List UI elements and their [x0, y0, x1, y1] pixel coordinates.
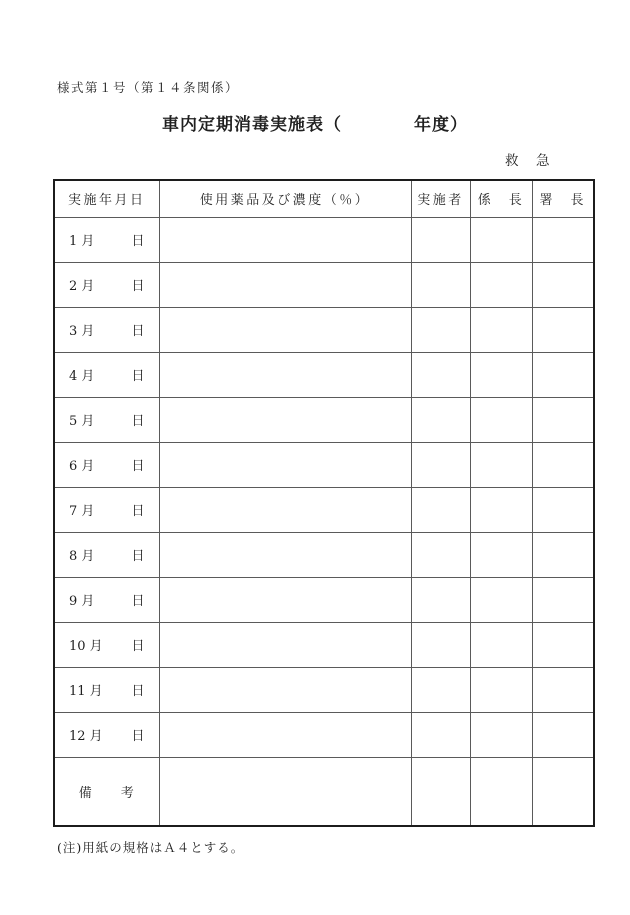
- section-chief-cell: [470, 757, 532, 826]
- month-label: 1 月: [69, 234, 95, 249]
- emergency-label: 救 急: [505, 153, 552, 169]
- day-label: 日: [131, 234, 145, 249]
- disinfection-record-table: [53, 179, 595, 827]
- table-row: [54, 667, 594, 712]
- month-cell: [54, 577, 159, 622]
- month-cell: [54, 307, 159, 352]
- chemical-cell: [159, 442, 411, 487]
- month-label: 7 月: [69, 504, 95, 519]
- table-row: [54, 442, 594, 487]
- chemical-cell: [159, 487, 411, 532]
- implementer-cell: [411, 667, 470, 712]
- section-chief-cell: [470, 622, 532, 667]
- implementer-cell: [411, 442, 470, 487]
- month-label: 8 月: [69, 549, 95, 564]
- section-chief-cell: [470, 217, 532, 262]
- month-label: 6 月: [69, 459, 95, 474]
- chemical-cell: [159, 307, 411, 352]
- month-cell: [54, 217, 159, 262]
- day-label: 日: [131, 414, 145, 429]
- month-cell: [54, 532, 159, 577]
- month-label: 4 月: [69, 369, 95, 384]
- table-row: [54, 262, 594, 307]
- month-cell: [54, 442, 159, 487]
- station-chief-cell: [532, 577, 594, 622]
- header-date: 実施年月日: [54, 180, 159, 217]
- section-chief-cell: [470, 712, 532, 757]
- day-label: 日: [131, 684, 145, 699]
- header-section-chief: 係 長: [470, 180, 532, 217]
- month-cell: [54, 262, 159, 307]
- implementer-cell: [411, 262, 470, 307]
- table-header-row: [54, 180, 594, 217]
- day-label: 日: [131, 594, 145, 609]
- day-label: 日: [131, 324, 145, 339]
- chemical-cell: [159, 712, 411, 757]
- section-chief-cell: [470, 307, 532, 352]
- station-chief-cell: [532, 217, 594, 262]
- month-cell: [54, 397, 159, 442]
- station-chief-cell: [532, 352, 594, 397]
- chemical-cell: [159, 397, 411, 442]
- section-chief-cell: [470, 397, 532, 442]
- chemical-cell: [159, 667, 411, 712]
- implementer-cell: [411, 532, 470, 577]
- header-chemical: 使用薬品及び濃度（％）: [159, 180, 411, 217]
- implementer-cell: [411, 487, 470, 532]
- day-label: 日: [131, 549, 145, 564]
- chemical-cell: [159, 622, 411, 667]
- remarks-row: [54, 757, 594, 826]
- month-label: 5 月: [69, 414, 95, 429]
- month-cell: [54, 667, 159, 712]
- implementer-cell: [411, 352, 470, 397]
- remarks-content-cell: [159, 757, 411, 826]
- header-station-chief: 署 長: [532, 180, 594, 217]
- station-chief-cell: [532, 667, 594, 712]
- month-cell: [54, 487, 159, 532]
- station-chief-cell: [532, 622, 594, 667]
- table-row: [54, 352, 594, 397]
- section-chief-cell: [470, 262, 532, 307]
- implementer-cell: [411, 217, 470, 262]
- month-label: 9 月: [69, 594, 95, 609]
- remarks-label: 備 考: [54, 757, 159, 826]
- section-chief-cell: [470, 487, 532, 532]
- table-row: [54, 397, 594, 442]
- station-chief-cell: [532, 397, 594, 442]
- station-chief-cell: [532, 757, 594, 826]
- section-chief-cell: [470, 667, 532, 712]
- month-label: 12 月: [69, 729, 103, 744]
- table-row: [54, 307, 594, 352]
- implementer-cell: [411, 397, 470, 442]
- table-row: [54, 217, 594, 262]
- chemical-cell: [159, 217, 411, 262]
- table-row: [54, 622, 594, 667]
- form-number: 様式第１号（第１４条関係）: [57, 80, 240, 95]
- station-chief-cell: [532, 712, 594, 757]
- header-implementer: 実施者: [411, 180, 470, 217]
- day-label: 日: [131, 504, 145, 519]
- implementer-cell: [411, 757, 470, 826]
- month-cell: [54, 712, 159, 757]
- chemical-cell: [159, 262, 411, 307]
- section-chief-cell: [470, 352, 532, 397]
- table-row: [54, 487, 594, 532]
- section-chief-cell: [470, 577, 532, 622]
- day-label: 日: [131, 279, 145, 294]
- paper-size-note: (注)用紙の規格はＡ４とする。: [57, 840, 245, 855]
- implementer-cell: [411, 622, 470, 667]
- table-row: [54, 532, 594, 577]
- station-chief-cell: [532, 487, 594, 532]
- chemical-cell: [159, 352, 411, 397]
- station-chief-cell: [532, 262, 594, 307]
- month-label: 10 月: [69, 639, 103, 654]
- month-cell: [54, 352, 159, 397]
- month-label: 2 月: [69, 279, 95, 294]
- month-label: 11 月: [69, 684, 103, 699]
- day-label: 日: [131, 459, 145, 474]
- station-chief-cell: [532, 307, 594, 352]
- chemical-cell: [159, 532, 411, 577]
- implementer-cell: [411, 577, 470, 622]
- section-chief-cell: [470, 532, 532, 577]
- day-label: 日: [131, 639, 145, 654]
- station-chief-cell: [532, 532, 594, 577]
- section-chief-cell: [470, 442, 532, 487]
- implementer-cell: [411, 307, 470, 352]
- table-row: [54, 577, 594, 622]
- month-label: 3 月: [69, 324, 95, 339]
- page-title: 車内定期消毒実施表（ 年度）: [162, 115, 468, 135]
- implementer-cell: [411, 712, 470, 757]
- chemical-cell: [159, 577, 411, 622]
- station-chief-cell: [532, 442, 594, 487]
- table-row: [54, 712, 594, 757]
- day-label: 日: [131, 369, 145, 384]
- month-cell: [54, 622, 159, 667]
- day-label: 日: [131, 729, 145, 744]
